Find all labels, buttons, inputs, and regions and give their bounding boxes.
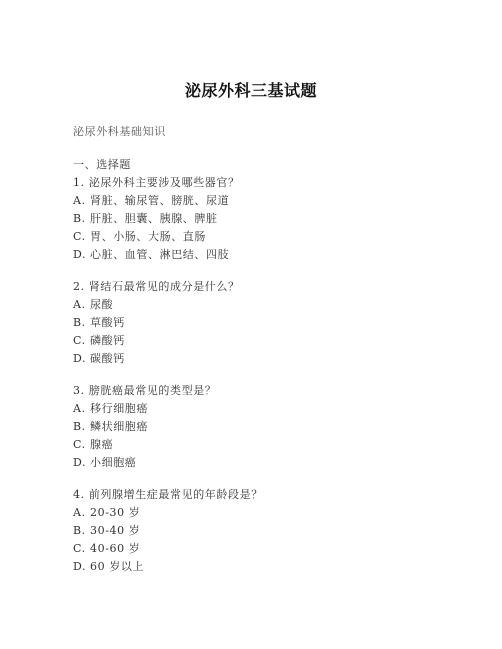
option-letter: D.: [73, 248, 87, 261]
option-text: 胃、小肠、大肠、直肠: [90, 230, 206, 243]
option-text: 肾脏、输尿管、膀胱、尿道: [90, 194, 230, 207]
answer-option: [73, 296, 483, 314]
option-letter: A.: [73, 506, 86, 519]
document-body: [73, 123, 483, 576]
answer-option: [73, 504, 483, 522]
section-heading: 一、选择题: [73, 158, 131, 171]
option-letter: B.: [73, 212, 86, 225]
question-block: [73, 278, 483, 368]
option-text: 碳酸钙: [90, 352, 125, 365]
option-text: 磷酸钙: [90, 334, 125, 347]
answer-option: [73, 418, 483, 436]
question-text: 1. 泌尿外科主要涉及哪些器官？: [73, 176, 240, 189]
question-text: 4. 前列腺增生症最常见的年龄段是？: [73, 488, 263, 501]
answer-option: [73, 558, 483, 576]
answer-option: [73, 210, 483, 228]
answer-option: [73, 454, 483, 472]
document-subtitle: 泌尿外科基础知识: [73, 125, 166, 138]
option-text: 40-60 岁: [90, 542, 141, 555]
option-letter: B.: [73, 316, 86, 329]
option-letter: B.: [73, 420, 86, 433]
question-text: 2. 肾结石最常见的成分是什么？: [73, 280, 240, 293]
option-letter: C.: [73, 230, 86, 243]
option-text: 20-30 岁: [90, 506, 141, 519]
option-letter: C.: [73, 542, 86, 555]
answer-option: [73, 522, 483, 540]
option-text: 尿酸: [90, 298, 114, 311]
question-list: [73, 174, 483, 576]
answer-option: [73, 350, 483, 368]
question-block: [73, 486, 483, 576]
option-letter: C.: [73, 334, 86, 347]
answer-option: [73, 436, 483, 454]
option-letter: A.: [73, 402, 86, 415]
option-letter: A.: [73, 298, 86, 311]
option-letter: B.: [73, 524, 86, 537]
document-title: 泌尿外科三基试题: [184, 81, 317, 100]
answer-option: [73, 400, 483, 418]
option-text: 心脏、血管、淋巴结、四肢: [90, 248, 230, 261]
option-text: 肝脏、胆囊、胰腺、脾脏: [90, 212, 218, 225]
answer-option: [73, 332, 483, 350]
option-letter: A.: [73, 194, 86, 207]
answer-option: [73, 228, 483, 246]
answer-option: [73, 246, 483, 264]
option-letter: D.: [73, 456, 87, 469]
option-text: 60 岁以上: [90, 560, 145, 573]
answer-option: [73, 192, 483, 210]
option-text: 移行细胞癌: [90, 402, 148, 415]
option-text: 小细胞癌: [90, 456, 137, 469]
question-text: 3. 膀胱癌最常见的类型是？: [73, 384, 217, 397]
option-letter: D.: [73, 352, 87, 365]
option-text: 30-40 岁: [90, 524, 141, 537]
answer-option: [73, 540, 483, 558]
question-block: [73, 174, 483, 264]
answer-option: [73, 314, 483, 332]
option-letter: D.: [73, 560, 87, 573]
question-block: [73, 382, 483, 472]
option-text: 草酸钙: [90, 316, 125, 329]
option-letter: C.: [73, 438, 86, 451]
option-text: 鳞状细胞癌: [90, 420, 148, 433]
option-text: 腺癌: [90, 438, 114, 451]
